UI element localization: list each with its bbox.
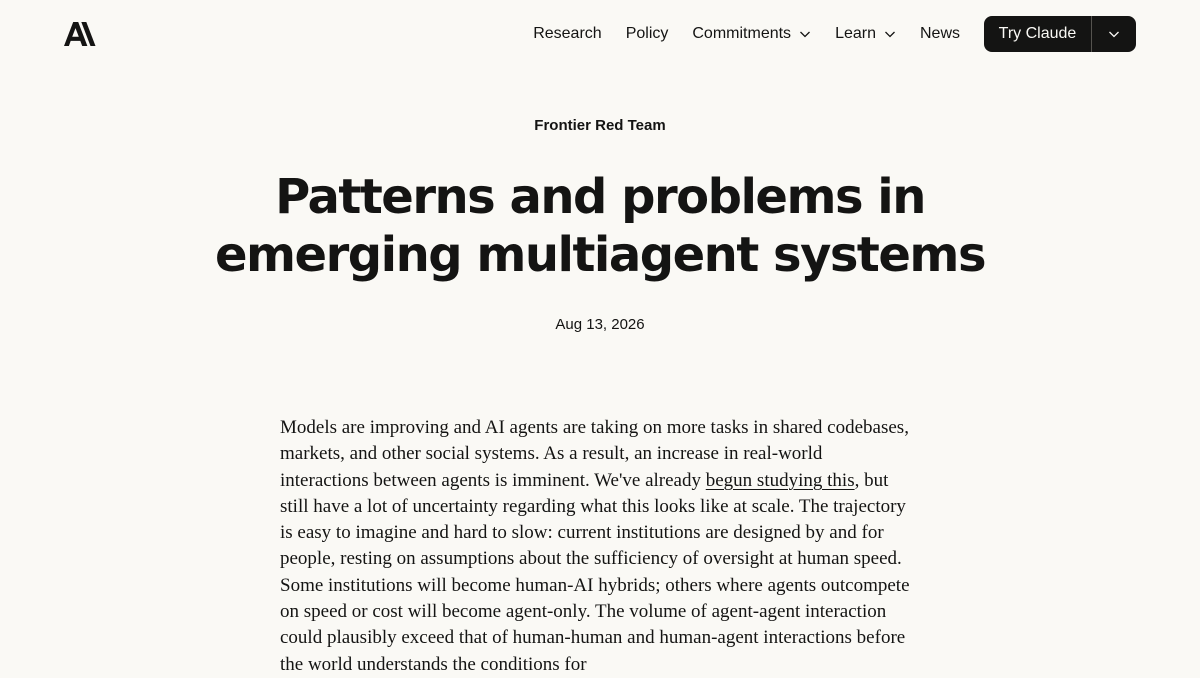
nav-link-news[interactable] [920,25,960,43]
chevron-down-icon [799,28,811,40]
chevron-down-icon [884,28,896,40]
begun-studying-link[interactable]: begun studying this [705,469,855,491]
body-text-start: Models are improving and AI agents are taking on more tasks in shared codebases, markets, and other social systems. As a result, an increase in real-world interactions between agents is imminent. We've already [280,417,909,491]
main-nav [533,0,960,68]
anthropic-logo-icon[interactable] [64,22,96,46]
nav-link-research-label: Research [533,25,602,42]
nav-link-policy[interactable] [626,25,669,43]
nav-dropdown-learn[interactable] [835,25,896,43]
nav-dropdown-commitments-label: Commitments [692,25,792,42]
nav-link-news-label: News [919,25,960,42]
article-body-paragraph [280,415,912,678]
top-navigation [0,0,1200,68]
try-claude-dropdown-toggle[interactable] [1092,16,1136,52]
page-title: Patterns and problems in emerging multiagent systems [214,169,986,283]
nav-dropdown-commitments[interactable] [692,25,811,43]
article-category[interactable]: Frontier Red Team [534,117,666,134]
try-claude-button[interactable]: Try Claude [998,25,1077,42]
body-text-rest: , but still have a lot of uncertainty regarding what this looks like at scale. The trajectory is easy to imagine and hard to slow: current institutions are designed by and for people, resting on assumptions about the sufficiency of oversight at human speed. Some institutions will become human-AI hybrids; others where agents outcompete on speed or cost will become agent-only. The volume of agent-agent interaction could plausibly exceed that of human-human and human-agent interactions before the world understands the conditions for [280,469,910,675]
try-claude-split-button [984,16,1136,52]
chevron-down-icon [1108,28,1120,40]
nav-dropdown-learn-label: Learn [835,25,876,42]
publish-date: Aug 13, 2026 [555,316,645,333]
nav-link-policy-label: Policy [625,25,669,42]
nav-link-research[interactable] [533,25,601,43]
